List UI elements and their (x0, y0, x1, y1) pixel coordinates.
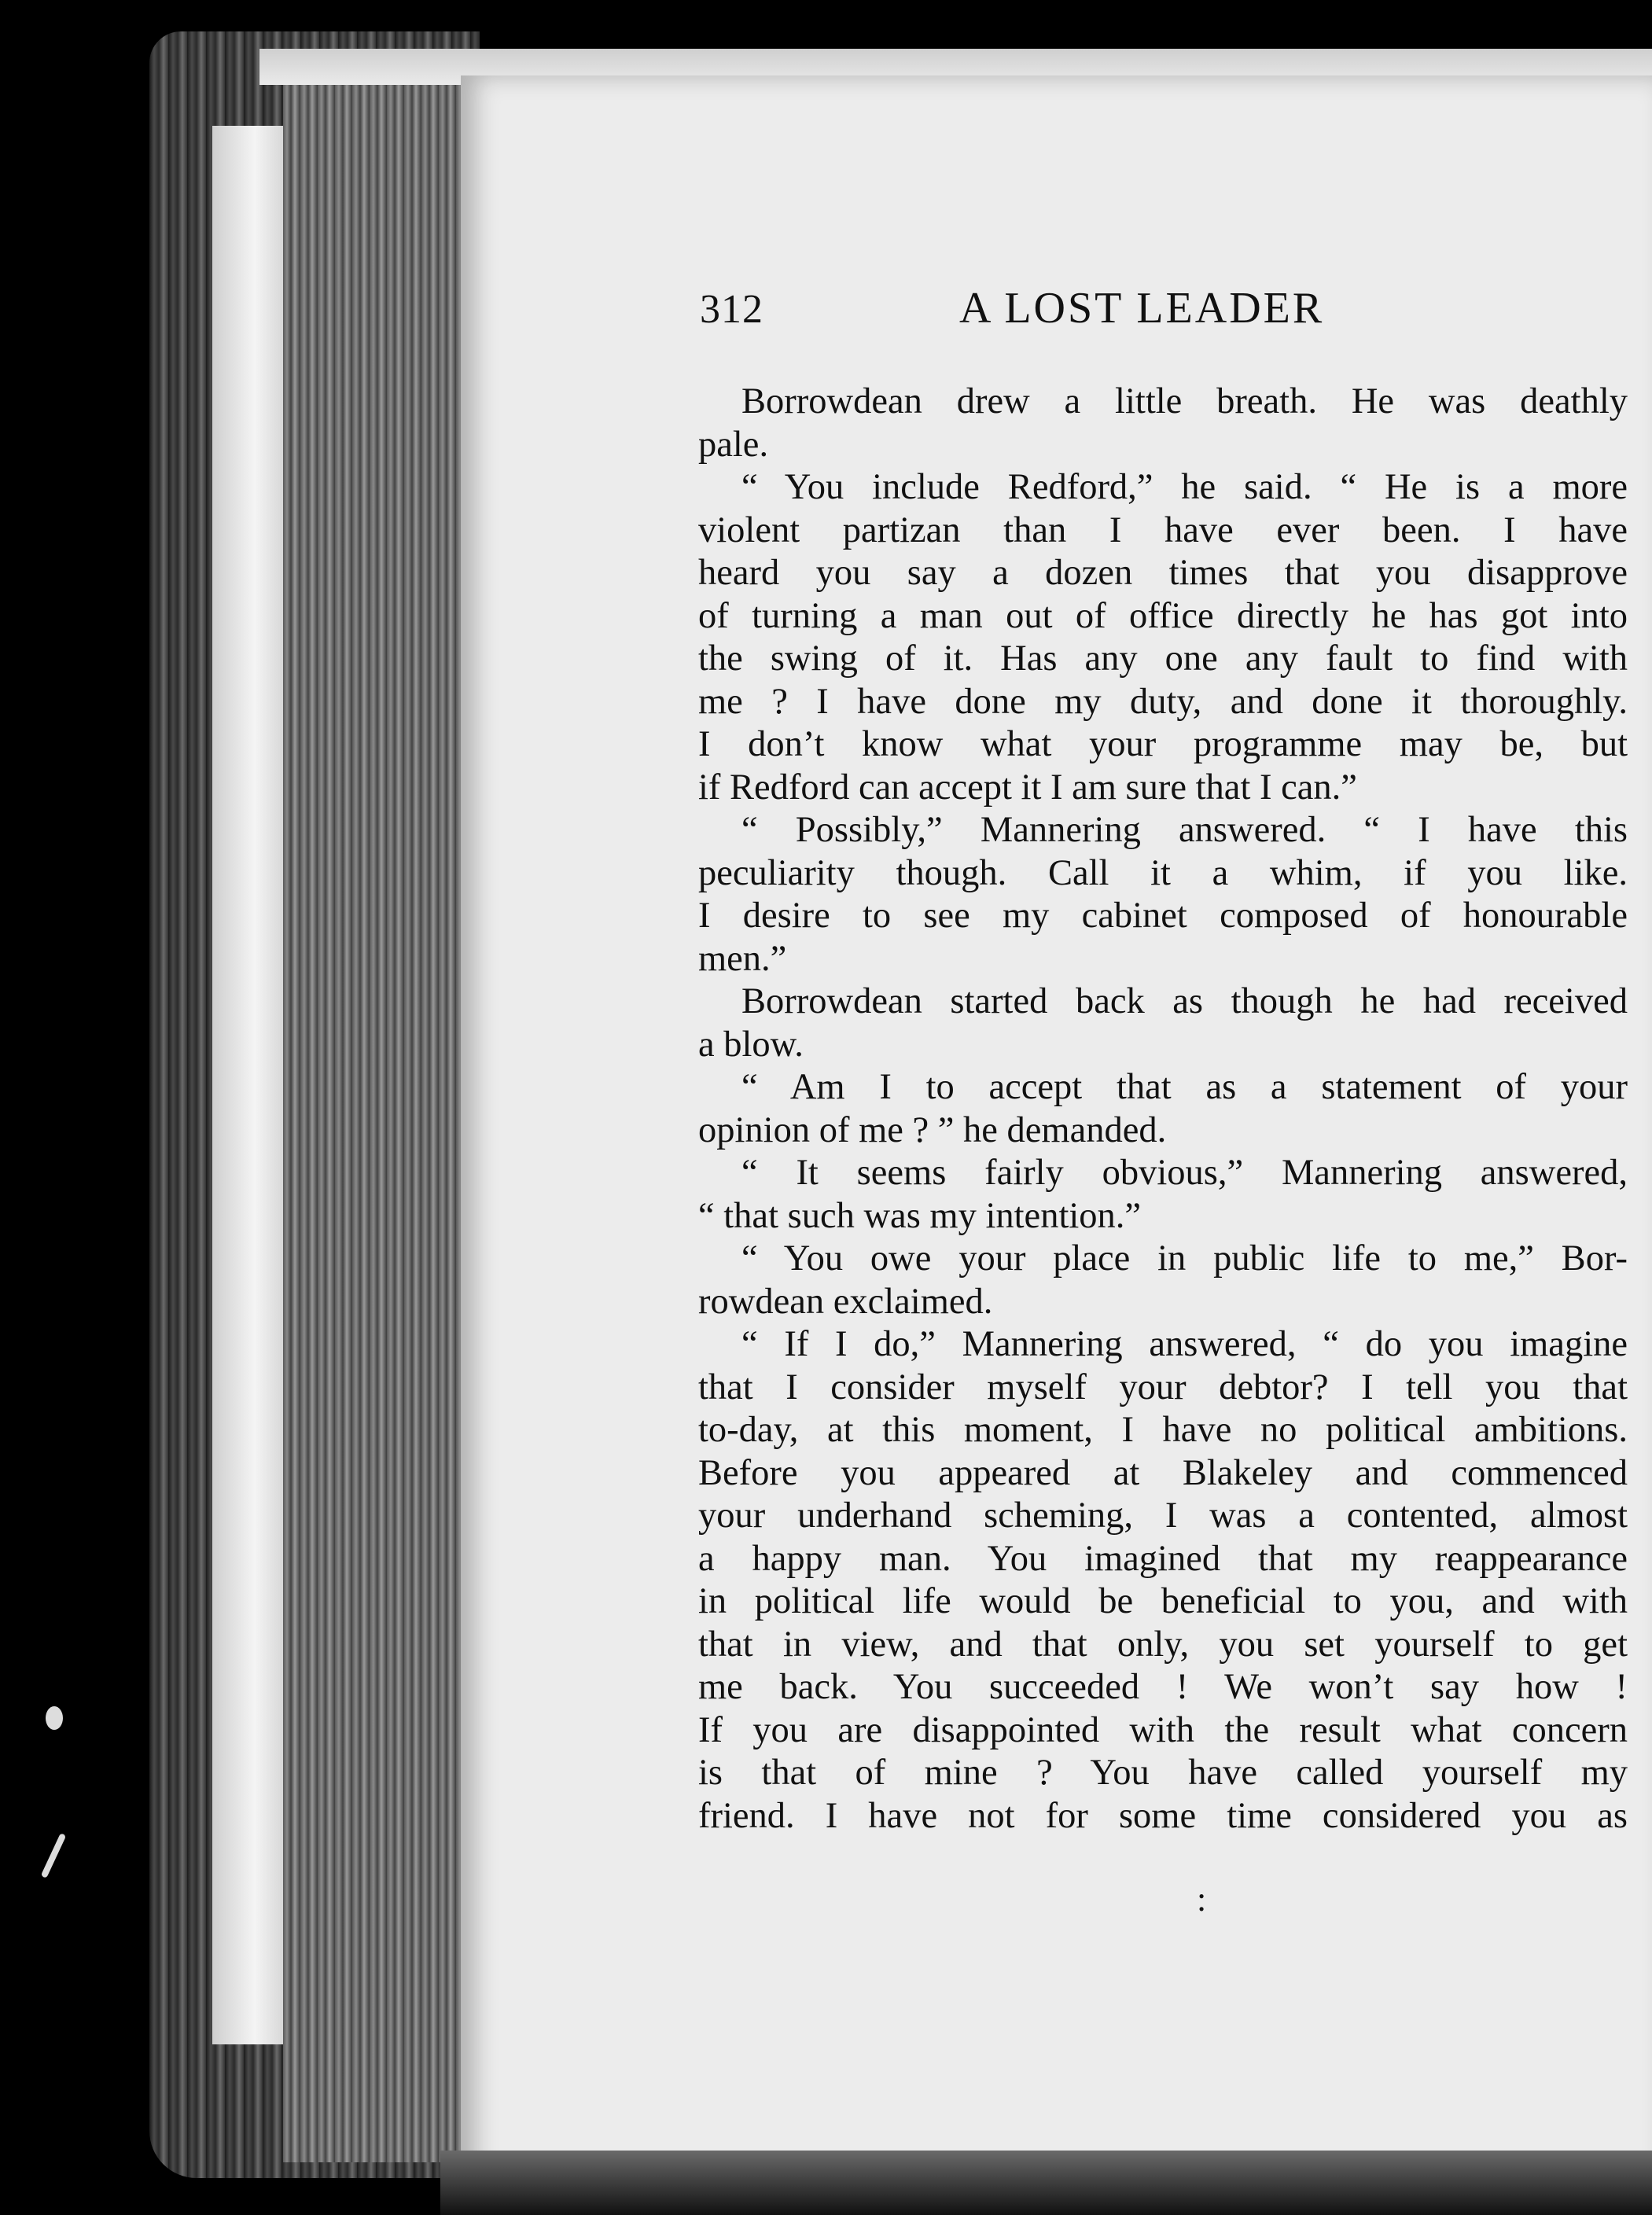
body-text (698, 381, 1628, 1838)
text-line: a happy man. You imagined that my reappearance (698, 1538, 1628, 1579)
text-line: I don’t know what your programme may be, but (698, 724, 1628, 764)
text-line: heard you say a dozen times that you disapprove (698, 553, 1628, 593)
text-line: rowdean exclaimed. (698, 1281, 993, 1322)
scan-speck (46, 1706, 63, 1730)
scan-speck (41, 1833, 67, 1878)
text-line: “ You owe your place in public life to me,” Bor- (741, 1238, 1628, 1279)
text-line: “ It seems fairly obvious,” Mannering answered, (741, 1153, 1628, 1193)
text-line: opinion of me ? ” he demanded. (698, 1109, 1167, 1150)
text-line: me ? I have done my duty, and done it thoroughly. (698, 681, 1628, 722)
text-line: to-day, at this moment, I have no political ambitions. (698, 1410, 1628, 1450)
text-line: Borrowdean started back as though he had received (741, 981, 1628, 1021)
text-line: if Redford can accept it I am sure that I can.” (698, 767, 1357, 808)
text-line: Before you appeared at Blakeley and commenced (698, 1452, 1628, 1493)
text-line: “ that such was my intention.” (698, 1195, 1142, 1236)
page-header (700, 283, 1651, 346)
text-line: is that of mine ? You have called yourself my (698, 1753, 1628, 1793)
text-line: “ If I do,” Mannering answered, “ do you imagine (741, 1324, 1628, 1364)
text-line: “ Am I to accept that as a statement of your (741, 1067, 1628, 1107)
text-line: I desire to see my cabinet composed of honourable (698, 896, 1628, 936)
text-line: of turning a man out of office directly he has got into (698, 595, 1628, 636)
text-line: your underhand scheming, I was a contented, almost (698, 1496, 1628, 1536)
page-block-inner-edges (283, 79, 464, 2162)
text-line: If you are disappointed with the result what concern (698, 1709, 1628, 1750)
text-line: that I consider myself your debtor? I tell you that (698, 1367, 1628, 1407)
text-line: in political life would be beneficial to you, and with (698, 1581, 1628, 1621)
text-line: peculiarity though. Call it a whim, if you like. (698, 852, 1628, 893)
running-head: A LOST LEADER (959, 284, 1325, 333)
text-line: the swing of it. Has any one any fault to find with (698, 638, 1628, 679)
text-line: “ Possibly,” Mannering answered. “ I have this (741, 810, 1628, 850)
text-line: violent partizan than I have ever been. I have (698, 510, 1628, 550)
text-line: men.” (698, 938, 787, 979)
page-number: 312 (700, 287, 763, 332)
facing-page-edge (212, 126, 283, 2044)
text-line: Borrowdean drew a little breath. He was deathly (741, 381, 1628, 421)
text-line: a blow. (698, 1024, 804, 1065)
text-line: friend. I have not for some time considered you as (698, 1795, 1628, 1836)
text-line: me back. You succeeded ! We won’t say how ! (698, 1667, 1628, 1707)
bottom-shadow (440, 2151, 1652, 2215)
footer-mark: : (1197, 1880, 1207, 1919)
text-line: pale. (698, 424, 769, 465)
text-line: “ You include Redford,” he said. “ He is a more (741, 467, 1628, 507)
text-line: that in view, and that only, you set yourself to get (698, 1624, 1628, 1665)
